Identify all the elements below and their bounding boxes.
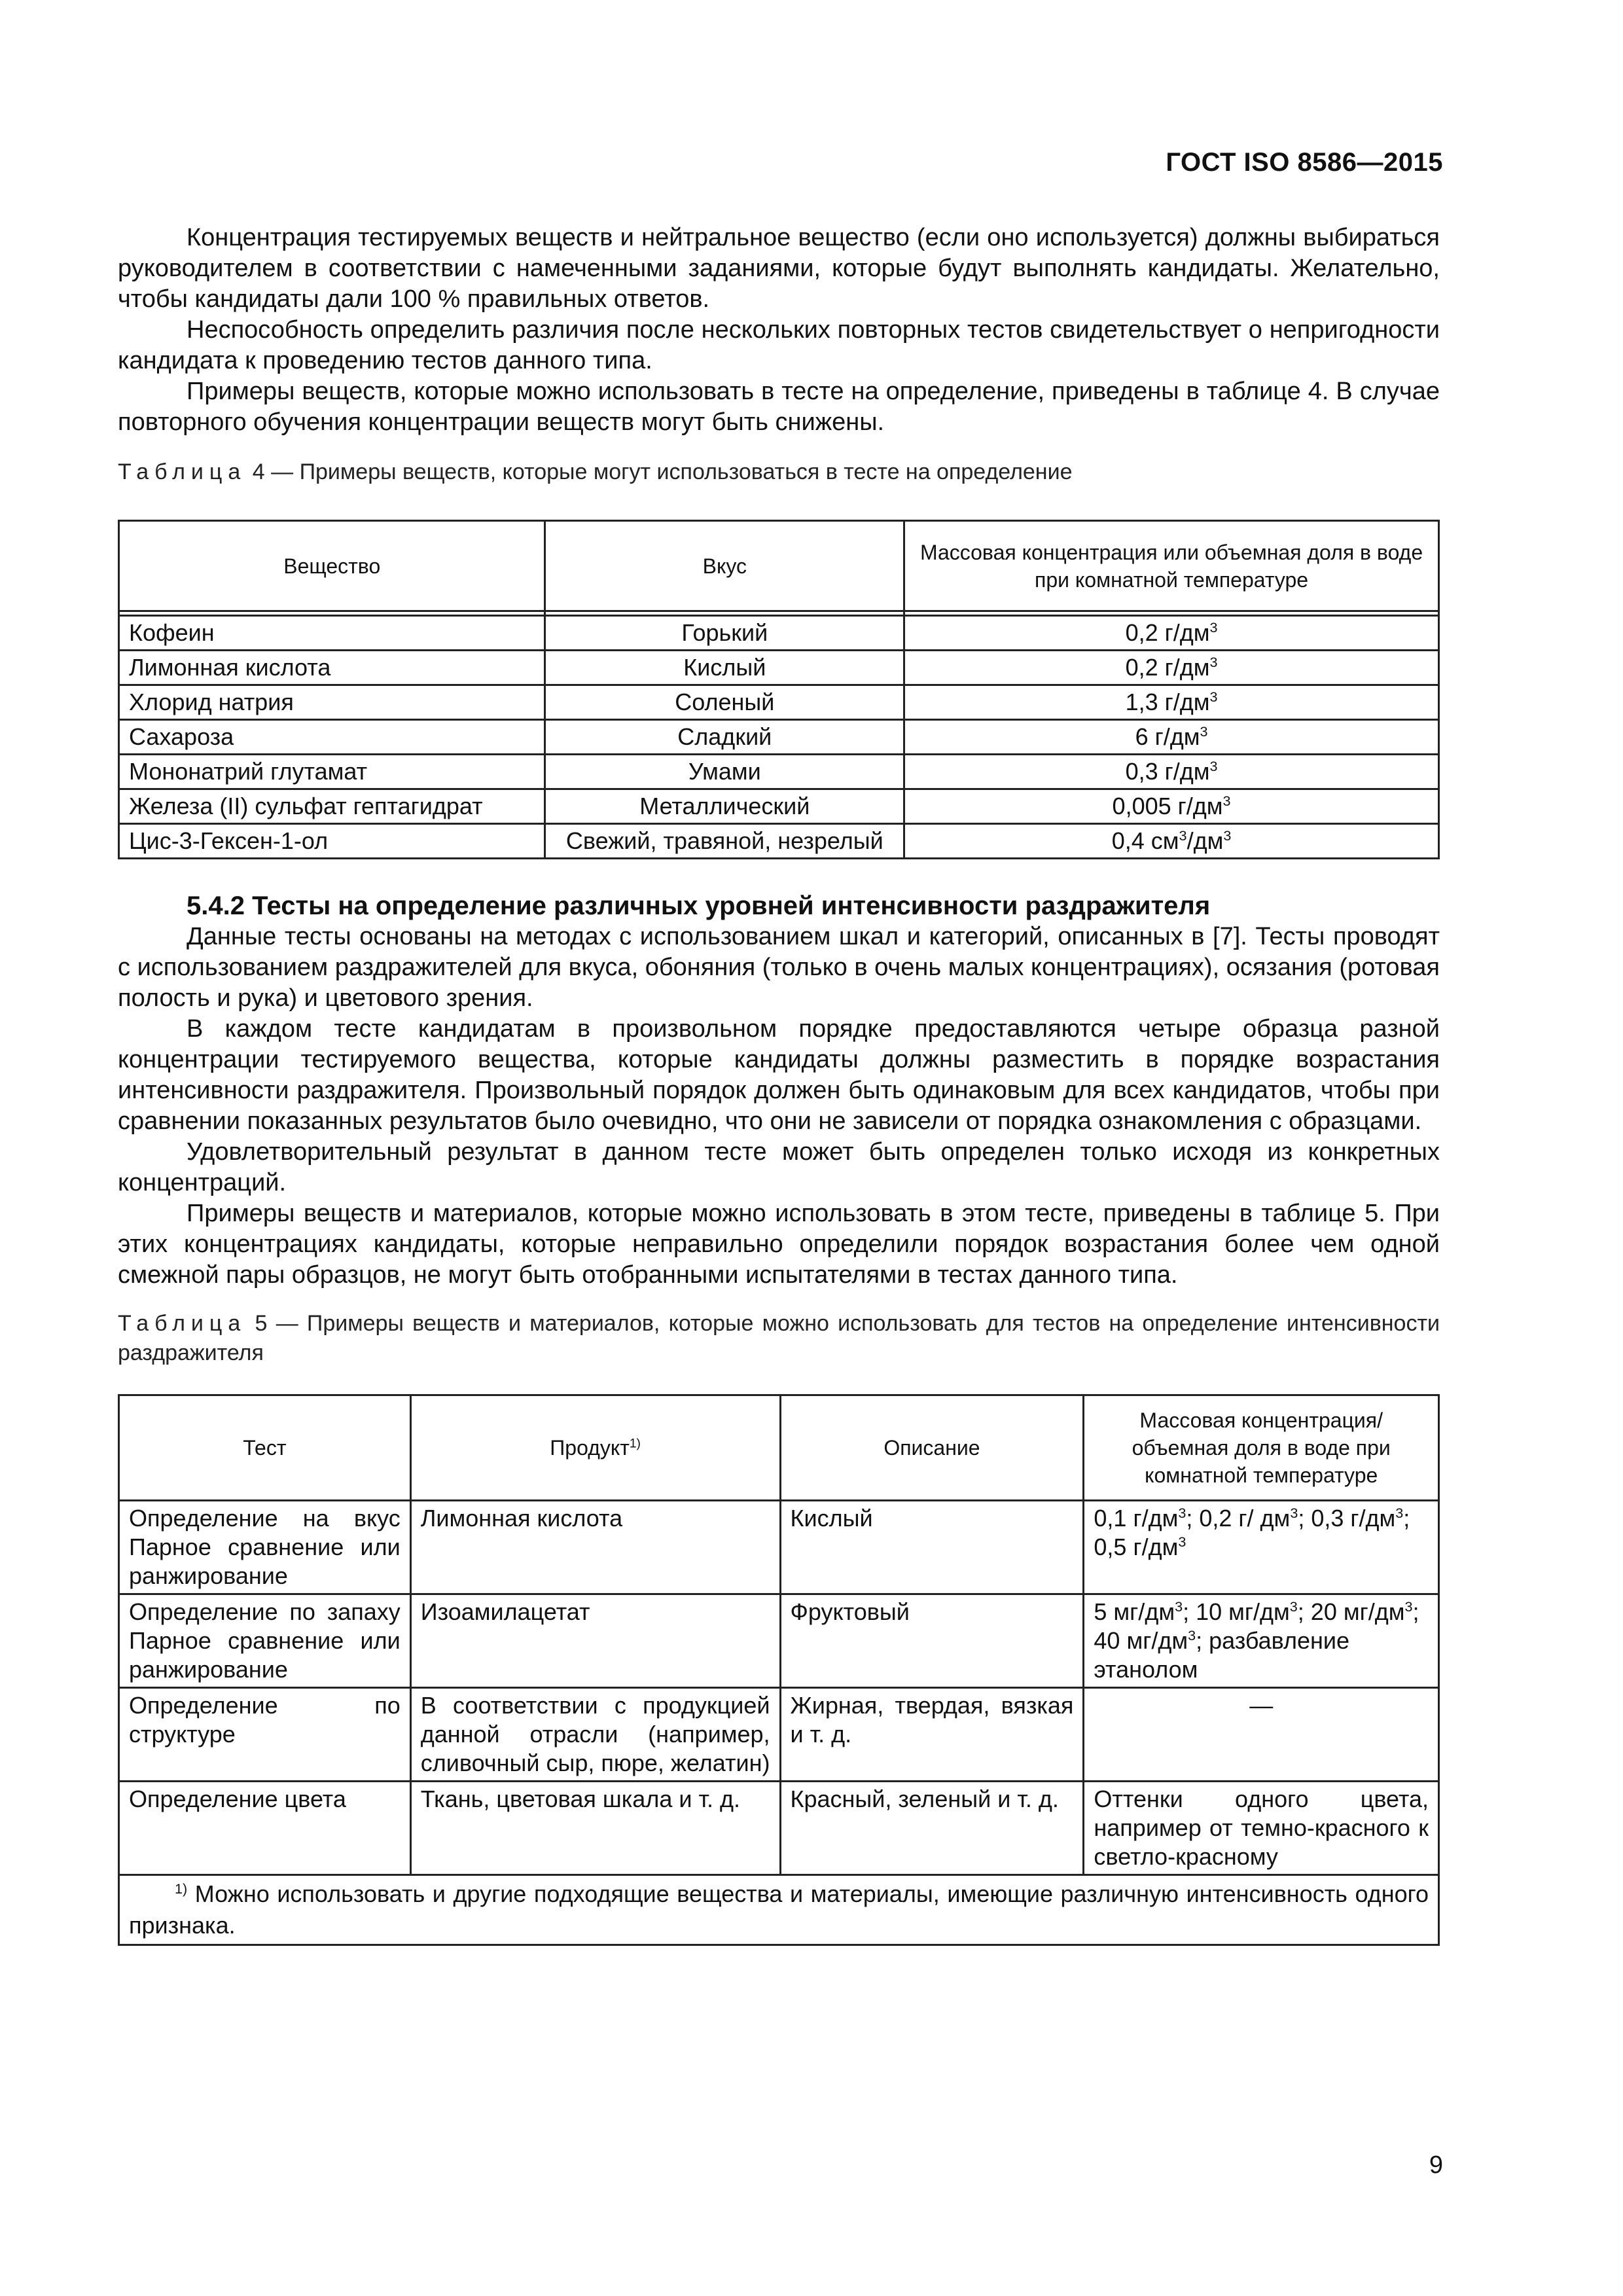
table5-header-cell <box>410 1395 780 1501</box>
table-cell <box>904 755 1439 789</box>
superscript: 3 <box>1209 689 1218 705</box>
superscript: 3 <box>1223 827 1232 844</box>
conc-part: ; 20 мг/дм <box>1297 1598 1405 1625</box>
conc-part: ; 0,5 г/дм <box>1094 1505 1410 1560</box>
table5-header-row <box>119 1395 1439 1501</box>
superscript: 3 <box>1404 1598 1413 1615</box>
table-cell: Кислый <box>545 651 904 685</box>
superscript: 3 <box>1395 1505 1404 1521</box>
table-cell: Металлический <box>545 789 904 824</box>
table-cell <box>1084 1501 1439 1594</box>
table-row <box>119 1782 1439 1875</box>
table-cell: Сладкий <box>545 720 904 755</box>
table-cell: В соответствии с продукцией данной отрасли (например, сливочный сыр, пюре, желатин) <box>410 1688 780 1782</box>
table-cell: Свежий, травяной, незрелый <box>545 824 904 859</box>
table4-header-cell: Вещество <box>119 521 545 611</box>
table-row <box>119 1594 1439 1688</box>
table-cell: — <box>1084 1688 1439 1782</box>
table-cell: Мононатрий глутамат <box>119 755 545 789</box>
superscript: 3 <box>1222 793 1231 809</box>
table-row <box>119 1688 1439 1782</box>
paragraph: Данные тесты основаны на методах с использованием шкал и категорий, описанных в [7]. Тесты проводят с использованием раздражителей для вкуса, обоняния (только в очень малых концентрациях), осязания (ротовая полость и рука) и цветового зрения. <box>118 923 1440 1012</box>
table5-header-cell: Массовая концентрация/ объемная доля в воде при комнатной температуре <box>1084 1395 1439 1501</box>
table4-caption-label: Таблица <box>118 459 247 484</box>
table-cell: Фруктовый <box>780 1594 1084 1688</box>
table4-caption-number: 4 <box>252 459 265 484</box>
table-footnote-row <box>119 1875 1439 1945</box>
conc-value: 0,3 г/дм <box>1125 758 1210 785</box>
section-title: 5.4.2 Тесты на определение различных уровней интенсивности раздражителя <box>187 891 1211 920</box>
superscript: 3 <box>1178 1505 1186 1521</box>
table-cell: Определение по запаху Парное сравнение или ранжирование <box>119 1594 411 1688</box>
table5-caption-text: — Примеры веществ и материалов, которые можно использовать для тестов на определение интенсивности раздражителя <box>118 1311 1440 1365</box>
table-cell: Определение цвета <box>119 1782 411 1875</box>
table5-header-cell: Тест <box>119 1395 411 1501</box>
superscript: 3 <box>1209 619 1218 636</box>
paragraph: Неспособность определить различия после нескольких повторных тестов свидетельствует о непригодности кандидата к проведению тестов данного типа. <box>118 316 1440 374</box>
table-cell: Жирная, твердая, вязкая и т. д. <box>780 1688 1084 1782</box>
superscript: 3 <box>1175 1598 1183 1615</box>
document-header: ГОСТ ISO 8586—2015 <box>1166 148 1443 177</box>
table5-header-cell: Описание <box>780 1395 1084 1501</box>
footnote-text: Можно использовать и другие подходящие вещества и материалы, имеющие различную интенсивность одного признака. <box>129 1880 1429 1939</box>
conc-value: 0,2 г/дм <box>1125 619 1210 646</box>
table-cell: Сахароза <box>119 720 545 755</box>
superscript: 3 <box>1200 723 1208 740</box>
table5-caption-label: Таблица <box>118 1311 247 1336</box>
paragraph: В каждом тесте кандидатам в произвольном порядке предоставляются четыре образца разной концентрации тестируемого вещества, которые кандидаты должны разместить в порядке возрастания интенсивности раздражителя. Произвольный порядок должен быть одинаковым для всех кандидатов, чтобы при сравнении показанных результатов было очевидно, что они не зависели от порядка ознакомления с образцами. <box>118 1015 1440 1135</box>
table-cell: Хлорид натрия <box>119 685 545 720</box>
table-cell <box>1084 1594 1439 1688</box>
table4-header-gap <box>119 611 1439 616</box>
table-cell: Кофеин <box>119 616 545 651</box>
superscript: 3 <box>1289 1598 1298 1615</box>
conc-value: 1,3 г/дм <box>1125 689 1210 715</box>
conc-part: ; 0,2 г/ дм <box>1186 1505 1291 1532</box>
table-row <box>119 824 1439 859</box>
table-cell: Оттенки одного цвета, например от темно-красного к светло-красному <box>1084 1782 1439 1875</box>
table5-caption-number: 5 <box>255 1311 268 1336</box>
header-text: Продукт <box>550 1436 630 1460</box>
table-cell <box>904 651 1439 685</box>
table-cell: Определение по структуре <box>119 1688 411 1782</box>
table-row <box>119 755 1439 789</box>
table-row <box>119 651 1439 685</box>
paragraph: Концентрация тестируемых веществ и нейтральное вещество (если оно используется) должны выбираться руководителем в соответствии с намеченными заданиями, которые будут выполнять кандидаты. Желательно, чтобы кандидаты дали 100 % правильных ответов. <box>118 224 1440 313</box>
conc-value: 6 г/дм <box>1135 723 1200 750</box>
table4-caption-text: — Примеры веществ, которые могут использоваться в тесте на определение <box>271 459 1073 484</box>
table-cell: Определение на вкус Парное сравнение или ранжирование <box>119 1501 411 1594</box>
table5-caption <box>118 1309 1440 1368</box>
footnote-ref: 1) <box>629 1437 641 1451</box>
page-content <box>118 223 1440 1946</box>
superscript: 3 <box>1209 758 1218 774</box>
conc-part: 0,1 г/дм <box>1094 1505 1179 1532</box>
table-cell <box>904 789 1439 824</box>
page-number: 9 <box>1429 2151 1443 2179</box>
table-cell: Лимонная кислота <box>119 651 545 685</box>
paragraph: Примеры веществ, которые можно использовать в тесте на определение, приведены в таблице 4. В случае повторного обучения концентрации веществ могут быть снижены. <box>118 378 1440 436</box>
paragraph: Удовлетворительный результат в данном тесте может быть определен только исходя из конкретных концентраций. <box>118 1138 1440 1196</box>
table-cell: Железа (II) сульфат гептагидрат <box>119 789 545 824</box>
table-row <box>119 720 1439 755</box>
table-cell: Горький <box>545 616 904 651</box>
table-row <box>119 616 1439 651</box>
table-cell <box>904 824 1439 859</box>
footnote-mark: 1) <box>175 1880 188 1897</box>
table-footnote <box>119 1875 1439 1945</box>
conc-part: ; 0,3 г/дм <box>1298 1505 1396 1532</box>
conc-value: 0,4 см <box>1111 827 1179 854</box>
conc-part: ; 10 мг/дм <box>1183 1598 1290 1625</box>
table4-header-cell: Вкус <box>545 521 904 611</box>
conc-value: 0,2 г/дм <box>1125 654 1210 681</box>
table-cell: Цис-3-Гексен-1-ол <box>119 824 545 859</box>
superscript: 3 <box>1179 827 1187 844</box>
conc-part: ; 40 мг/дм <box>1094 1598 1419 1654</box>
conc-part: 5 мг/дм <box>1094 1598 1175 1625</box>
conc-part: ; разбавление этанолом <box>1094 1627 1350 1683</box>
table4-header-cell: Массовая концентрация или объемная доля в воде при комнатной температуре <box>904 521 1439 611</box>
conc-value: 0,005 г/дм <box>1112 793 1223 819</box>
table-cell <box>904 685 1439 720</box>
superscript: 3 <box>1188 1627 1196 1643</box>
table4 <box>118 520 1440 859</box>
table-cell: Соленый <box>545 685 904 720</box>
superscript: 3 <box>1290 1505 1298 1521</box>
table-row <box>119 1501 1439 1594</box>
table-cell: Лимонная кислота <box>410 1501 780 1594</box>
table-cell <box>904 720 1439 755</box>
table4-header-row <box>119 521 1439 611</box>
table-cell: Изоамилацетат <box>410 1594 780 1688</box>
table-row <box>119 789 1439 824</box>
table-cell: Красный, зеленый и т. д. <box>780 1782 1084 1875</box>
table-cell: Кислый <box>780 1501 1084 1594</box>
table-cell: Ткань, цветовая шкала и т. д. <box>410 1782 780 1875</box>
table-cell <box>904 616 1439 651</box>
superscript: 3 <box>1209 654 1218 670</box>
table4-caption <box>118 457 1440 487</box>
superscript: 3 <box>1178 1534 1186 1550</box>
table5 <box>118 1394 1440 1946</box>
paragraph: Примеры веществ и материалов, которые можно использовать в этом тесте, приведены в таблице 5. При этих концентрациях кандидаты, которые неправильно определили порядок возрастания более чем одной смежной пары образцов, не могут быть отобранными испытателями в тестах данного типа. <box>118 1200 1440 1289</box>
table-row <box>119 685 1439 720</box>
conc-unit: /дм <box>1186 827 1224 854</box>
table-cell: Умами <box>545 755 904 789</box>
